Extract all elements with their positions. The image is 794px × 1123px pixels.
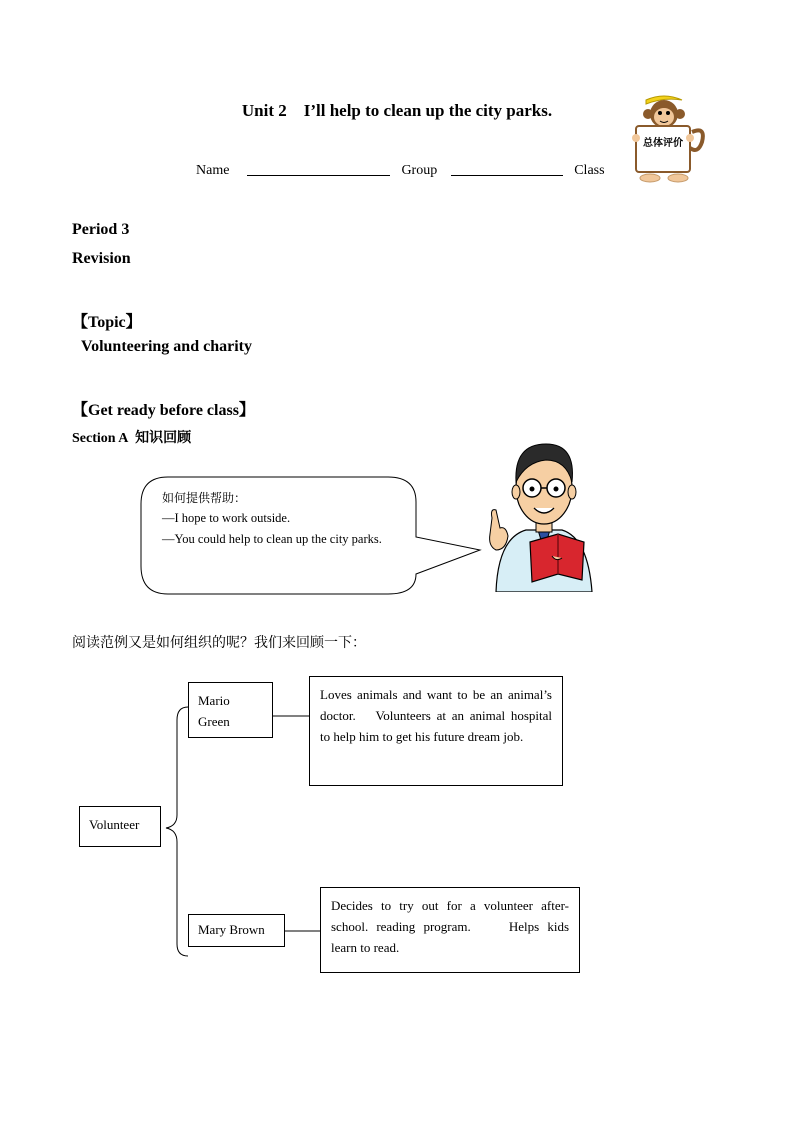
mary-brown-detail-b: Helps kids learn to read. xyxy=(331,919,570,955)
mario-green-label: Mario Green xyxy=(198,693,230,729)
mario-green-detail-b: Volunteers at an animal hospital to help him to get his future dream job. xyxy=(320,708,553,744)
mary-brown-detail-box xyxy=(320,887,580,973)
bubble-line-1: 如何提供帮助： xyxy=(162,491,247,505)
bubble-line-2: —I hope to work outside. xyxy=(162,511,291,525)
class-label: Class xyxy=(574,163,605,178)
mary-brown-label: Mary Brown xyxy=(198,922,265,937)
mary-brown-detail-text xyxy=(331,895,569,958)
section-a-label: Section A xyxy=(72,431,128,446)
badge-text: 总体评价 xyxy=(643,138,683,149)
mario-green-box xyxy=(188,682,273,738)
get-ready-heading: 【Get ready before class】 xyxy=(72,402,255,419)
section-a-label-cn: 知识回顾 xyxy=(135,430,192,446)
volunteer-root-box xyxy=(79,806,161,847)
bubble-line-3: —You could help to clean up the city parks. xyxy=(162,532,382,546)
volunteer-root-label: Volunteer xyxy=(89,817,140,832)
mario-green-detail-text xyxy=(320,684,552,747)
topic-text: Volunteering and charity xyxy=(81,338,252,355)
group-label: Group xyxy=(401,163,438,178)
period-label: Period 3 xyxy=(72,221,130,238)
topic-heading: 【Topic】 xyxy=(72,314,142,331)
mario-green-detail-box xyxy=(309,676,563,786)
mary-brown-detail-a: Decides to try out for a volunteer after-school. reading program. xyxy=(331,898,569,934)
page-title: Unit 2 I’ll help to clean up the city parks. xyxy=(241,101,553,120)
mary-brown-box xyxy=(188,914,285,947)
mario-green-detail-a: Loves animals and want to be an animal’s doctor. xyxy=(320,687,552,723)
review-prompt: 阅读范例又是如何组织的呢？我们来回顾一下： xyxy=(72,635,366,651)
name-label: Name xyxy=(196,163,230,178)
revision-label: Revision xyxy=(72,250,131,267)
